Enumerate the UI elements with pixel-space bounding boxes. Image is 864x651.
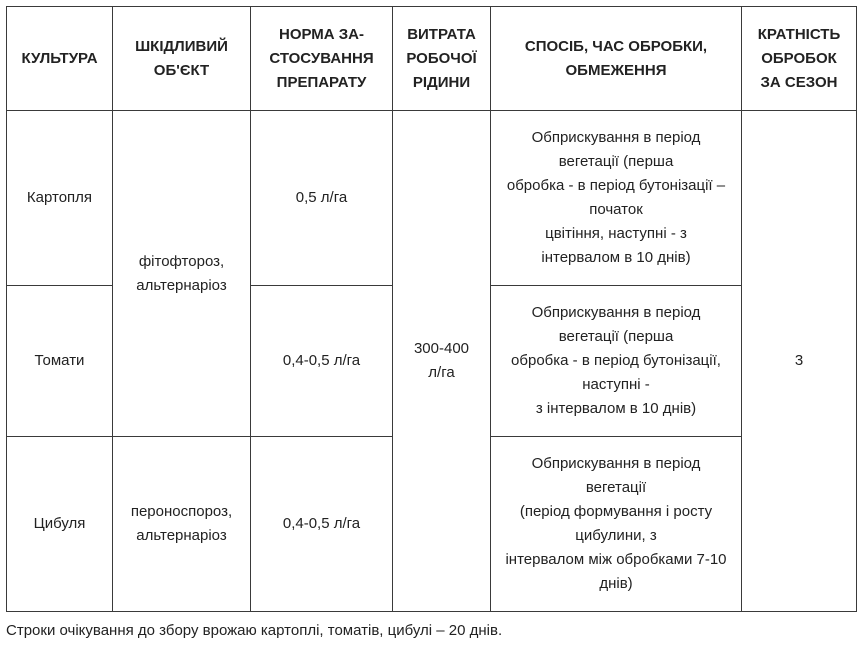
header-method [491,7,742,111]
header-rate-line: НОРМА ЗА- [278,25,365,43]
header-count-line: ОБРОБОК [761,49,837,67]
header-rate-line: СТОСУВАННЯ [269,49,374,67]
header-liquid [393,7,491,111]
header-liquid-line: РОБОЧОЇ [406,49,477,67]
method-line: цибулини, з [575,527,657,545]
count-cell: 3 [742,111,857,612]
method-line: обробка - в період бутонізації – [506,177,726,195]
method-line: вегетації (перша [558,328,674,346]
liquid-line: л/га [428,364,455,382]
culture-cell: Томати [7,285,113,437]
header-rate [251,7,393,111]
header-culture: КУЛЬТУРА [7,7,113,111]
treatment-table [6,6,857,612]
method-cell [491,437,742,612]
method-line: вегетації [585,479,647,497]
header-count-line: КРАТНІСТЬ [757,25,841,43]
method-line: інтервалом між обробками 7-10 [505,551,727,569]
header-rate-line: ПРЕПАРАТУ [276,73,367,91]
header-count [742,7,857,111]
method-line: цвітіння, наступні - з [545,225,687,243]
header-pest: ШКІДЛИВИЙ ОБ'ЄКТ [113,7,251,111]
method-line: Обприскування в період [531,129,701,147]
pest-line: пероноспороз, [130,503,233,521]
rate-cell: 0,4-0,5 л/га [251,285,393,437]
method-line: вегетації (перша [558,153,674,171]
method-line: з інтервалом в 10 днів) [535,400,697,418]
pest-line: фітофтороз, [138,252,225,270]
table-row [7,111,857,286]
header-count-line: ЗА СЕЗОН [760,73,838,91]
header-liquid-line: РІДИНИ [412,73,471,91]
culture-cell: Цибуля [7,437,113,612]
footnote: Строки очікування до збору врожаю картоплі, томатів, цибулі – 20 днів. [6,622,503,639]
method-line: (період формування і росту [519,503,713,521]
rate-cell: 0,5 л/га [251,111,393,286]
liquid-cell [393,111,491,612]
pest-cell [113,437,251,612]
header-row [7,7,857,111]
method-cell [491,285,742,437]
method-line: Обприскування в період [531,455,701,473]
method-line: обробка - в період бутонізації, [511,352,721,370]
pest-cell [113,111,251,437]
pest-line: альтернаріоз [136,276,227,294]
header-liquid-line: ВИТРАТА [407,25,476,43]
method-line: Обприскування в період [531,304,701,322]
method-line: інтервалом в 10 днів) [541,249,691,267]
header-method-line: ОБМЕЖЕННЯ [565,61,667,79]
method-line: наступні - [582,376,650,394]
header-method-line: СПОСІБ, ЧАС ОБРОБКИ, [524,37,708,55]
pest-line: альтернаріоз [136,527,227,545]
liquid-line: 300-400 [413,340,470,358]
culture-cell: Картопля [7,111,113,286]
method-line: початок [589,201,643,219]
method-cell [491,111,742,286]
rate-cell: 0,4-0,5 л/га [251,437,393,612]
method-line: днів) [599,575,633,593]
